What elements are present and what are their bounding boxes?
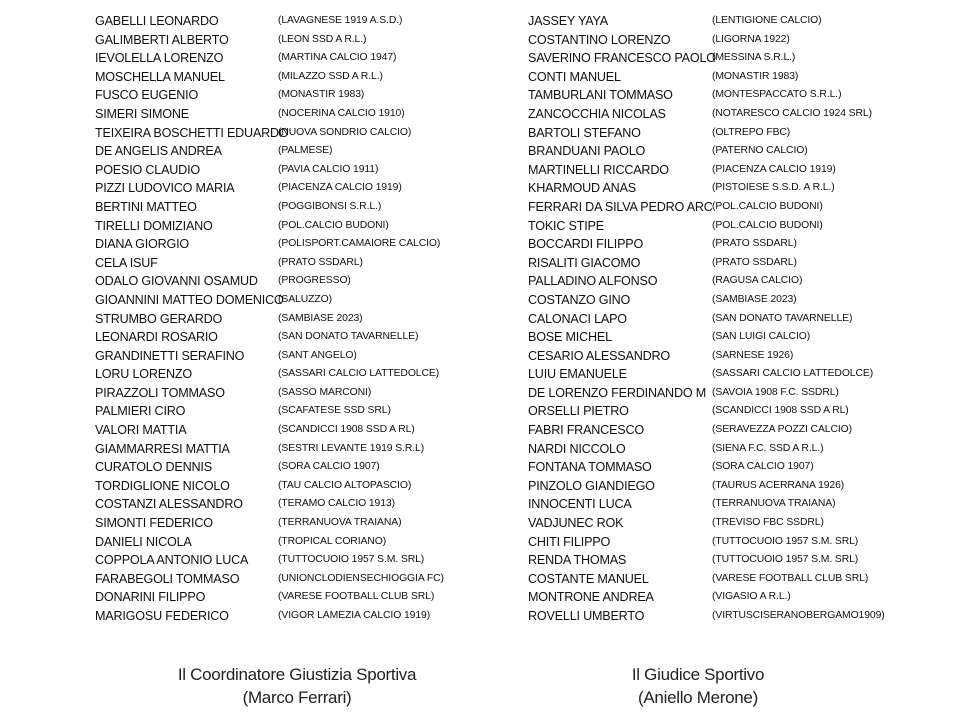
player-name: BERTINI MATTEO — [95, 199, 197, 214]
player-club: (POLISPORT.CAMAIORE CALCIO) — [278, 238, 441, 250]
player-club: (TERAMO CALCIO 1913) — [278, 498, 395, 510]
player-name: GABELLI LEONARDO — [95, 14, 219, 28]
player-club: (PIACENZA CALCIO 1919) — [712, 163, 836, 175]
player-club: (SCANDICCI 1908 SSD A RL) — [712, 405, 849, 417]
player-club: (SASSO MARCONI) — [278, 386, 372, 398]
player-club: (SERAVEZZA POZZI CALCIO) — [712, 424, 853, 436]
player-club: (SAMBIASE 2023) — [712, 293, 797, 305]
player-club: (POL.CALCIO BUDONI) — [278, 219, 389, 231]
player-name: PALLADINO ALFONSO — [528, 274, 658, 289]
player-name: SIMONTI FEDERICO — [95, 516, 213, 531]
player-club: (NUOVA SONDRIO CALCIO) — [278, 126, 412, 138]
player-name: MARIGOSU FEDERICO — [95, 609, 229, 623]
player-club: (TUTTOCUOIO 1957 S.M. SRL) — [278, 554, 425, 566]
player-club: (VIGASIO A R.L.) — [712, 591, 791, 603]
player-club: (PATERNO CALCIO) — [712, 145, 808, 157]
player-name: CALONACI LAPO — [528, 311, 627, 326]
player-name: LUIU EMANUELE — [528, 367, 627, 382]
player-club: (MARTINA CALCIO 1947) — [278, 52, 397, 64]
player-name: CESARIO ALESSANDRO — [528, 348, 670, 363]
player-name: GIOANNINI MATTEO DOMENICO — [95, 292, 284, 307]
player-name: FONTANA TOMMASO — [528, 460, 652, 475]
player-name: PALMIERI CIRO — [95, 404, 186, 419]
player-name: COSTANZI ALESSANDRO — [95, 497, 243, 512]
player-name: GALIMBERTI ALBERTO — [95, 32, 229, 47]
player-name: PIZZI LUDOVICO MARIA — [95, 181, 235, 196]
player-name: MOSCHELLA MANUEL — [95, 69, 225, 84]
player-name: BRANDUANI PAOLO — [528, 144, 646, 159]
player-club: (PALMESE) — [278, 145, 333, 157]
player-club: (PRATO SSDARL) — [712, 256, 797, 268]
player-club: (UNIONCLODIENSECHIOGGIA FC) — [278, 572, 444, 584]
player-name: VALORI MATTIA — [95, 423, 187, 438]
player-name: DIANA GIORGIO — [95, 237, 189, 252]
player-name: FABRI FRANCESCO — [528, 423, 644, 438]
player-club: (POL.CALCIO BUDONI) — [712, 219, 823, 231]
player-club: (SANT ANGELO) — [278, 349, 357, 361]
player-club: (SASSARI CALCIO LATTEDOLCE) — [278, 368, 440, 380]
player-club: (SAN LUIGI CALCIO) — [712, 331, 811, 343]
player-club: (TREVISO FBC SSDRL) — [712, 517, 824, 529]
player-club: (VIRTUSCISERANOBERGAMO1909) — [712, 610, 885, 621]
player-club: (NOTARESCO CALCIO 1924 SRL) — [712, 107, 872, 119]
player-club: (TERRANUOVA TRAIANA) — [278, 517, 402, 529]
player-club: (SAMBIASE 2023) — [278, 312, 363, 324]
player-name: BARTOLI STEFANO — [528, 125, 641, 140]
player-club: (LEON SSD A R.L.) — [278, 33, 367, 45]
player-club: (LAVAGNESE 1919 A.S.D.) — [278, 15, 403, 26]
coordinator-name: (Marco Ferrari) — [242, 688, 352, 707]
player-club: (SAVOIA 1908 F.C. SSDRL) — [712, 386, 839, 398]
player-club: (SORA CALCIO 1907) — [712, 461, 814, 473]
player-name: ORSELLI PIETRO — [528, 404, 629, 419]
player-club: (TUTTOCUOIO 1957 S.M. SRL) — [712, 535, 859, 547]
player-club: (LENTIGIONE CALCIO) — [712, 15, 822, 26]
player-name: CONTI MANUEL — [528, 69, 621, 84]
player-name: KHARMOUD ANAS — [528, 181, 636, 196]
player-club: (MESSINA S.R.L.) — [712, 52, 796, 64]
player-name: RENDA THOMAS — [528, 553, 627, 568]
player-name: GIAMMARRESI MATTIA — [95, 441, 230, 456]
player-club: (MONTESPACCATO S.R.L.) — [712, 89, 842, 101]
player-name: RISALITI GIACOMO — [528, 255, 641, 270]
coordinator-signature — [147, 663, 447, 709]
player-club: (PISTOIESE S.S.D. A R.L.) — [712, 182, 835, 194]
player-name: COSTANTE MANUEL — [528, 571, 649, 586]
player-name: TEIXEIRA BOSCHETTI EDUARDO — [95, 125, 289, 140]
player-club: (PIACENZA CALCIO 1919) — [278, 182, 402, 194]
player-name: JASSEY YAYA — [528, 14, 608, 28]
player-club: (SAN DONATO TAVARNELLE) — [712, 312, 853, 324]
player-name: LORU LORENZO — [95, 367, 192, 382]
player-club: (SALUZZO) — [278, 293, 332, 305]
player-name: DE LORENZO FERDINANDO M — [528, 385, 707, 400]
player-name: TAMBURLANI TOMMASO — [528, 88, 673, 103]
player-club: (SASSARI CALCIO LATTEDOLCE) — [712, 368, 874, 380]
player-name: PINZOLO GIANDIEGO — [528, 478, 655, 493]
player-name: STRUMBO GERARDO — [95, 311, 223, 326]
player-club: (PROGRESSO) — [278, 275, 351, 287]
player-name: VADJUNEC ROK — [528, 516, 624, 531]
player-club: (VARESE FOOTBALL CLUB SRL) — [278, 591, 435, 603]
player-name: ROVELLI UMBERTO — [528, 609, 645, 623]
player-club: (TUTTOCUOIO 1957 S.M. SRL) — [712, 554, 859, 566]
player-name: SIMERI SIMONE — [95, 106, 189, 121]
player-name: DANIELI NICOLA — [95, 534, 192, 549]
player-name: CELA ISUF — [95, 255, 158, 270]
player-club: (LIGORNA 1922) — [712, 33, 790, 45]
player-name: BOCCARDI FILIPPO — [528, 237, 644, 252]
player-name: NARDI NICCOLO — [528, 441, 626, 456]
player-club: (POGGIBONSI S.R.L.) — [278, 200, 382, 212]
player-club: (PAVIA CALCIO 1911) — [278, 163, 379, 175]
player-name: INNOCENTI LUCA — [528, 497, 632, 512]
player-name: CHITI FILIPPO — [528, 534, 611, 549]
player-club: (TROPICAL CORIANO) — [278, 535, 387, 547]
player-name: DE ANGELIS ANDREA — [95, 144, 222, 159]
judge-role: Il Giudice Sportivo — [631, 665, 765, 684]
player-club: (TAU CALCIO ALTOPASCIO) — [278, 479, 412, 491]
player-club: (RAGUSA CALCIO) — [712, 275, 803, 287]
player-club: (POL.CALCIO BUDONI) — [712, 200, 823, 212]
player-club: (VARESE FOOTBALL CLUB SRL) — [712, 572, 869, 584]
player-name: TIRELLI DOMIZIANO — [95, 218, 213, 233]
player-name: GRANDINETTI SERAFINO — [95, 348, 245, 363]
player-name: FERRARI DA SILVA PEDRO ARC — [528, 199, 713, 214]
player-club: (PRATO SSDARL) — [712, 238, 797, 250]
player-name: DONARINI FILIPPO — [95, 590, 206, 605]
player-club: (VIGOR LAMEZIA CALCIO 1919) — [278, 610, 431, 621]
judge-signature — [548, 663, 848, 709]
player-name: IEVOLELLA LORENZO — [95, 51, 224, 66]
player-club: (TERRANUOVA TRAIANA) — [712, 498, 836, 510]
player-name: TOKIC STIPE — [528, 218, 604, 233]
player-name: ZANCOCCHIA NICOLAS — [528, 106, 666, 121]
coordinator-role: Il Coordinatore Giustizia Sportiva — [177, 665, 417, 684]
player-name: COPPOLA ANTONIO LUCA — [95, 553, 249, 568]
player-club: (MONASTIR 1983) — [278, 89, 365, 101]
player-name: BOSE MICHEL — [528, 330, 612, 345]
player-club: (SAN DONATO TAVARNELLE) — [278, 331, 419, 343]
player-name: POESIO CLAUDIO — [95, 162, 200, 177]
player-name: FARABEGOLI TOMMASO — [95, 571, 240, 586]
player-club: (SESTRI LEVANTE 1919 S.R.L) — [278, 442, 425, 454]
player-club: (SCANDICCI 1908 SSD A RL) — [278, 424, 415, 436]
player-name: SAVERINO FRANCESCO PAOLO — [528, 51, 716, 66]
judge-name: (Aniello Merone) — [638, 688, 758, 707]
player-club: (SARNESE 1926) — [712, 349, 794, 361]
player-club: (NOCERINA CALCIO 1910) — [278, 107, 405, 119]
player-name: COSTANZO GINO — [528, 292, 631, 307]
player-name: MONTRONE ANDREA — [528, 590, 654, 605]
player-name: MARTINELLI RICCARDO — [528, 162, 669, 177]
player-club: (SCAFATESE SSD SRL) — [278, 405, 391, 417]
player-club: (OLTREPO FBC) — [712, 126, 791, 138]
player-club: (MILAZZO SSD A R.L.) — [278, 70, 383, 82]
player-name: TORDIGLIONE NICOLO — [95, 478, 230, 493]
player-name: COSTANTINO LORENZO — [528, 32, 671, 47]
player-name: FUSCO EUGENIO — [95, 88, 199, 103]
player-club: (PRATO SSDARL) — [278, 256, 363, 268]
player-name: CURATOLO DENNIS — [95, 460, 212, 475]
player-club: (TAURUS ACERRANA 1926) — [712, 479, 845, 491]
player-name: ODALO GIOVANNI OSAMUD — [95, 274, 258, 289]
player-club: (MONASTIR 1983) — [712, 70, 799, 82]
player-club: (SORA CALCIO 1907) — [278, 461, 380, 473]
player-club: (SIENA F.C. SSD A R.L.) — [712, 442, 824, 454]
player-name: PIRAZZOLI TOMMASO — [95, 385, 225, 400]
player-name: LEONARDI ROSARIO — [95, 330, 218, 345]
